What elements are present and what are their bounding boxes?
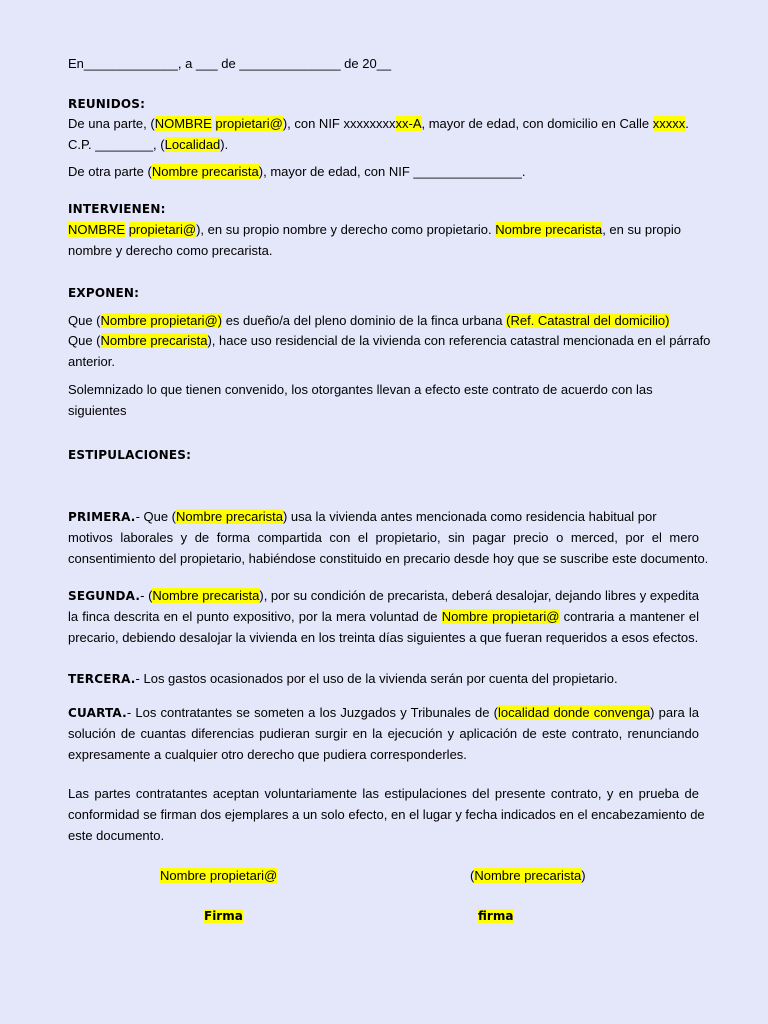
clause-label-tercera: TERCERA. (68, 672, 136, 686)
text: - Los gastos ocasionados por el uso de la vivienda serán por cuenta del propietario. (135, 671, 618, 686)
reunidos-line-2 (68, 137, 228, 153)
placeholder-calle: xxxxx (652, 116, 686, 131)
signature-label-firma-left (204, 908, 243, 924)
exponen-line-5: siguientes (68, 403, 127, 418)
heading-reunidos: REUNIDOS: (68, 97, 146, 111)
placeholder-propietario: propietari@ (128, 222, 197, 237)
text: es dueño/a del pleno dominio de la finca urbana (222, 313, 507, 328)
text: contraria a mantener el (559, 609, 699, 624)
text: ) para la (650, 705, 699, 720)
cierre-line-3: este documento. (68, 828, 165, 843)
text: Firma (204, 909, 243, 923)
cierre-line-1: Las partes contratantes aceptan voluntariamente las estipulaciones del presente contrato, y en prueba de (68, 786, 699, 801)
exponen-line-3: anterior. (68, 354, 115, 369)
cuarta-line-2: solución de cuantas diferencias pudieran surgir en la ejecución y aplicación de este contrato, renunciando (68, 726, 699, 741)
tercera-line-1 (68, 671, 618, 687)
text: ), hace uso residencial de la vivienda con referencia catastral mencionada en el párrafo (207, 333, 711, 348)
placeholder-precarista: Nombre precarista (176, 509, 283, 524)
placeholder-precarista: Nombre precarista (151, 164, 259, 179)
cuarta-line-3: expresamente a cualquier otro derecho que pudiera corresponderles. (68, 747, 467, 762)
text: ) (581, 868, 586, 883)
cuarta-line-1 (68, 705, 699, 721)
heading-intervienen: INTERVIENEN: (68, 202, 166, 216)
intervienen-line-2: nombre y derecho como precarista. (68, 243, 273, 258)
text: ), en su propio nombre y derecho como propietario. (196, 222, 496, 237)
text: Nombre propietari@ (160, 868, 278, 883)
placeholder-localidad: localidad donde convenga (497, 705, 651, 720)
text: ). (220, 137, 229, 152)
text: ), por su condición de precarista, deberá desalojar, dejando libres y expedita (259, 588, 699, 603)
placeholder-nombre: NOMBRE (154, 116, 212, 131)
text: De otra parte ( (68, 164, 152, 179)
text: Que ( (68, 333, 101, 348)
placeholder-precarista: Nombre precarista (100, 333, 208, 348)
reunidos-line-1 (68, 116, 689, 132)
text: , mayor de edad, con domicilio en Calle (421, 116, 653, 131)
text: Que ( (68, 313, 101, 328)
text: De una parte, ( (68, 116, 155, 131)
placeholder-precarista: Nombre precarista (152, 588, 260, 603)
text: C.P. ________, ( (68, 137, 165, 152)
signature-name-precarista (470, 868, 586, 884)
text: - ( (140, 588, 153, 603)
placeholder-propietario: Nombre propietari@ (441, 609, 560, 624)
exponen-line-4: Solemnizado lo que tienen convenido, los otorgantes llevan a efecto este contrato de acuerdo con las (68, 382, 653, 397)
segunda-line-3: precario, debiendo desalojar la vivienda en los treinta días siguientes a que fueran requeridos a esos efectos. (68, 630, 699, 645)
placeholder-propietario: propietari@ (215, 116, 283, 131)
clause-label-primera: PRIMERA. (68, 510, 136, 524)
placeholder-localidad: Localidad (164, 137, 221, 152)
cierre-line-2: conformidad se firman dos ejemplares a un solo efecto, en el lugar y fecha indicados en el encabezamiento de (68, 807, 705, 822)
text: Nombre precarista (474, 868, 582, 883)
text: ), mayor de edad, con NIF _______________. (258, 164, 526, 179)
reunidos-line-3 (68, 164, 525, 180)
date-line: En_____________, a ___ de ______________ de 20__ (68, 56, 392, 71)
primera-line-2: motivos laborales y de forma compartida con el propietario, sin pagar precio o merced, por el mero (68, 530, 699, 545)
primera-line-1 (68, 509, 657, 525)
text: , en su propio (602, 222, 681, 237)
heading-estipulaciones: ESTIPULACIONES: (68, 448, 192, 462)
segunda-line-2 (68, 609, 699, 625)
exponen-line-1 (68, 313, 669, 329)
text: - Que ( (135, 509, 177, 524)
intervienen-line-1 (68, 222, 681, 238)
placeholder-propietario: Nombre propietari@) (100, 313, 223, 328)
placeholder-precarista: Nombre precarista (495, 222, 603, 237)
text: ), con NIF xxxxxxxx (282, 116, 396, 131)
text: - Los contratantes se someten a los Juzgados y Tribunales de ( (126, 705, 498, 720)
exponen-line-2 (68, 333, 710, 349)
segunda-line-1 (68, 588, 699, 604)
text: ( (470, 868, 475, 883)
text: firma (478, 909, 514, 923)
placeholder-nif: xx-A (395, 116, 422, 131)
clause-label-cuarta: CUARTA. (68, 706, 127, 720)
text: ) usa la vivienda antes mencionada como residencia habitual por (282, 509, 657, 524)
clause-label-segunda: SEGUNDA. (68, 589, 141, 603)
placeholder-nombre: NOMBRE (68, 222, 126, 237)
signature-name-propietario (160, 868, 277, 884)
heading-exponen: EXPONEN: (68, 286, 140, 300)
text: . (685, 116, 689, 131)
primera-line-3: consentimiento del propietario, habiéndose constituido en precario desde hoy que se suscribe este documento. (68, 551, 709, 566)
signature-label-firma-right (478, 908, 513, 924)
placeholder-ref-catastral: (Ref. Catastral del domicilio) (506, 313, 670, 328)
text: la finca descrita en el punto expositivo, por la mera voluntad de (68, 609, 442, 624)
